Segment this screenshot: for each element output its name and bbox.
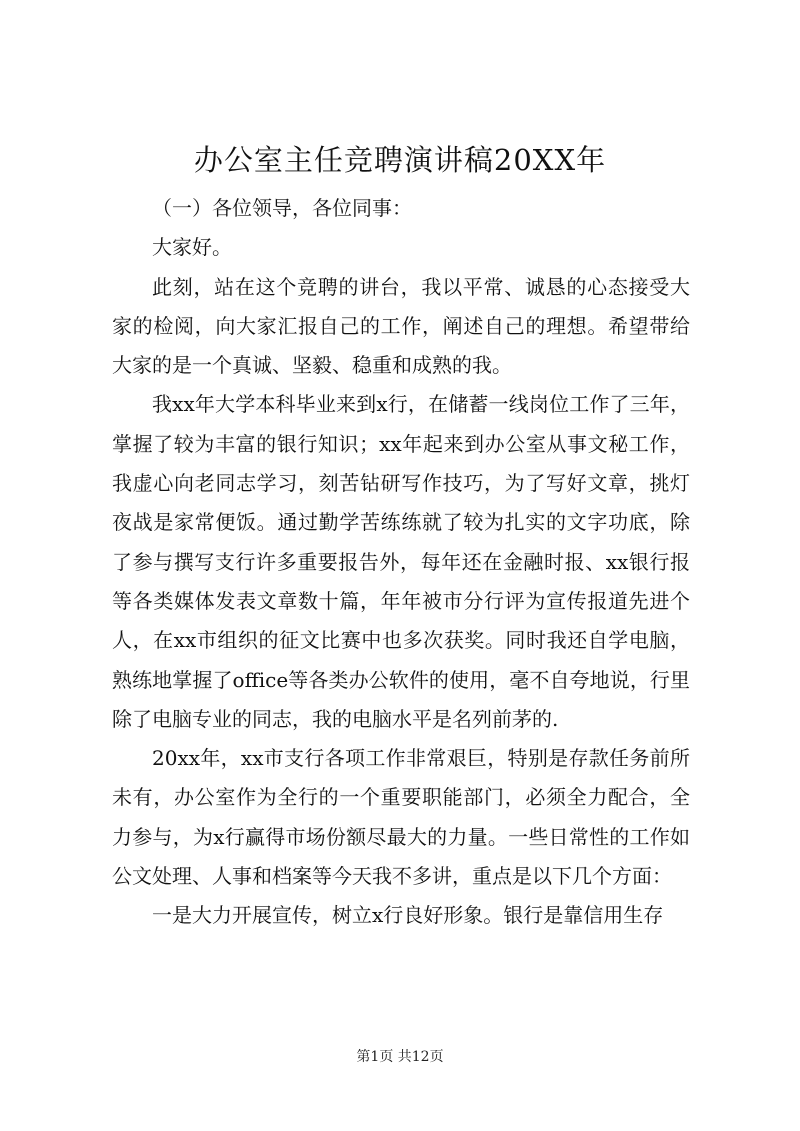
body-paragraph: 一是大力开展宣传，树立x行良好形象。银行是靠信用生存: [152, 903, 664, 928]
salutation-paragraph: （一）各位领导，各位同事：: [152, 196, 412, 220]
body-paragraph: 20xx年，xx市支行各项工作非常艰巨，特别是存款任务前所未有，办公室作为全行的一个重要职能部门，必须全力配合，全力参与，为x行赢得市场份额尽最大的力量。一些日常性的工作如公文处理、人事和档案等今天我不多讲，重点是以下几个方面：: [112, 746, 690, 889]
document-title: 办公室主任竞聘演讲稿20XX年: [193, 143, 607, 177]
page-footer: 第1页 共12页: [356, 1049, 444, 1065]
greeting-paragraph: 大家好。: [152, 235, 232, 260]
body-paragraph: 此刻，站在这个竞聘的讲台，我以平常、诚恳的心态接受大家的检阅，向大家汇报自己的工作，阐述自己的理想。希望带给大家的是一个真诚、坚毅、稳重和成熟的我。: [112, 274, 690, 378]
document-body: [112, 189, 690, 936]
body-paragraph: 我xx年大学本科毕业来到x行，在储蓄一线岗位工作了三年，掌握了较为丰富的银行知识；xx年起来到办公室从事文秘工作，我虚心向老同志学习，刻苦钻研写作技巧，为了写好文章，挑灯夜战是家常便饭。通过勤学苦练练就了较为扎实的文字功底，除了参与撰写支行许多重要报告外，每年还在金融时报、xx银行报等各类媒体发表文章数十篇，年年被市分行评为宣传报道先进个人，在xx市组织的征文比赛中也多次获奖。同时我还自学电脑，熟练地掌握了office等各类办公软件的使用，毫不自夸地说，行里除了电脑专业的同志，我的电脑水平是名列前茅的.: [112, 392, 690, 731]
